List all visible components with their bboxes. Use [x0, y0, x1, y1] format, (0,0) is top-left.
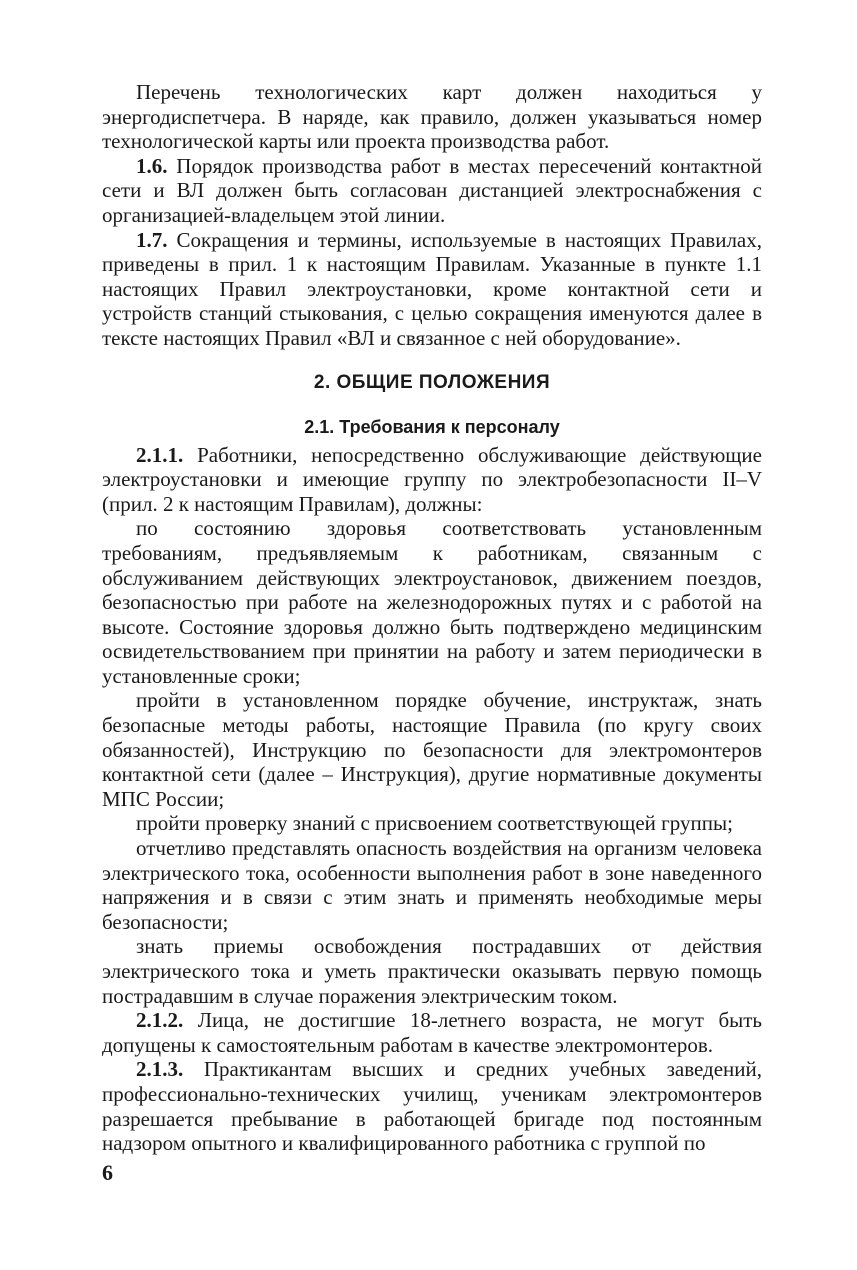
- clause-number: 2.1.2.: [136, 1008, 184, 1033]
- page-body: [102, 80, 762, 1156]
- requirement-item: знать приемы освобождения пострадавших от действия электрического тока и уметь практически оказывать первую помощь пострадавшим в случае поражения электрическим током.: [102, 934, 762, 1008]
- clause-number: 2.1.1.: [136, 442, 184, 467]
- clause-text: Практикантам высших и средних учебных заведений, профессионально-технических училищ, ученикам электромонтеров разрешается пребывание в работающей бригаде под постоянным надзором опытного и квалифицированного работника с группой по: [102, 1057, 762, 1156]
- subsection-heading: 2.1. Требования к персоналу: [304, 416, 560, 437]
- requirement-item: пройти проверку знаний с присвоением соответствующей группы;: [136, 811, 733, 836]
- section-heading: 2. ОБЩИЕ ПОЛОЖЕНИЯ: [313, 371, 551, 393]
- clause-2-1-1: [102, 443, 762, 517]
- clause-2-1-3: [102, 1057, 762, 1155]
- clause-number: 1.6.: [136, 153, 168, 178]
- clause-number: 2.1.3.: [136, 1057, 184, 1082]
- requirement-item: пройти в установленном порядке обучение, инструктаж, знать безопасные методы работы, настоящие Правила (по кругу своих обязанностей), Инструкцию по безопасности для электромонтеров контактной сети (далее – Инструкция), другие нормативные документы МПС России;: [102, 688, 762, 811]
- requirement-item: по состоянию здоровья соответствовать установленным требованиям, предъявляемым к работникам, связанным с обслуживанием действующих электроустановок, движением поездов, безопасностью при работе на железнодорожных путях и с работой на высоте. Состояние здоровья должно быть подтверждено медицинским освидетельствованием при принятии на работу и затем периодически в установленные сроки;: [102, 516, 762, 688]
- clause-text: Порядок производства работ в местах пересечений контактной сети и ВЛ должен быть согласован дистанцией электроснабжения с организацией-владельцем этой линии.: [102, 153, 762, 227]
- page-number: 6: [102, 1160, 113, 1185]
- clause-text: Сокращения и термины, используемые в настоящих Правилах, приведены в прил. 1 к настоящим Правилам. Указанные в пункте 1.1 настоящих Правил электроустановки, кроме контактной сети и устройств станций стыкования, с целью сокращения именуются далее в тексте настоящих Правил «ВЛ и связанное с ней оборудование».: [102, 227, 762, 350]
- clause-number: 1.7.: [136, 227, 168, 252]
- requirement-item: отчетливо представлять опасность воздействия на организм человека электрического тока, особенности выполнения работ в зоне наведенного напряжения и в связи с этим знать и применять необходимые меры безопасности;: [102, 836, 762, 934]
- clause-1-7: [102, 228, 762, 351]
- clause-text: Работники, непосредственно обслуживающие действующие электроустановки и имеющие группу по электробезопасности II–V (прил. 2 к настоящим Правилам), должны:: [102, 442, 762, 516]
- intro-paragraph: Перечень технологических карт должен находиться у энергодиспетчера. В наряде, как правило, должен указываться номер технологической карты или проекта производства работ.: [102, 80, 762, 154]
- clause-1-6: [102, 154, 762, 228]
- clause-text: Лица, не достигшие 18-летнего возраста, не могут быть допущены к самостоятельным работам в качестве электромонтеров.: [102, 1008, 762, 1057]
- clause-2-1-2: [102, 1008, 762, 1057]
